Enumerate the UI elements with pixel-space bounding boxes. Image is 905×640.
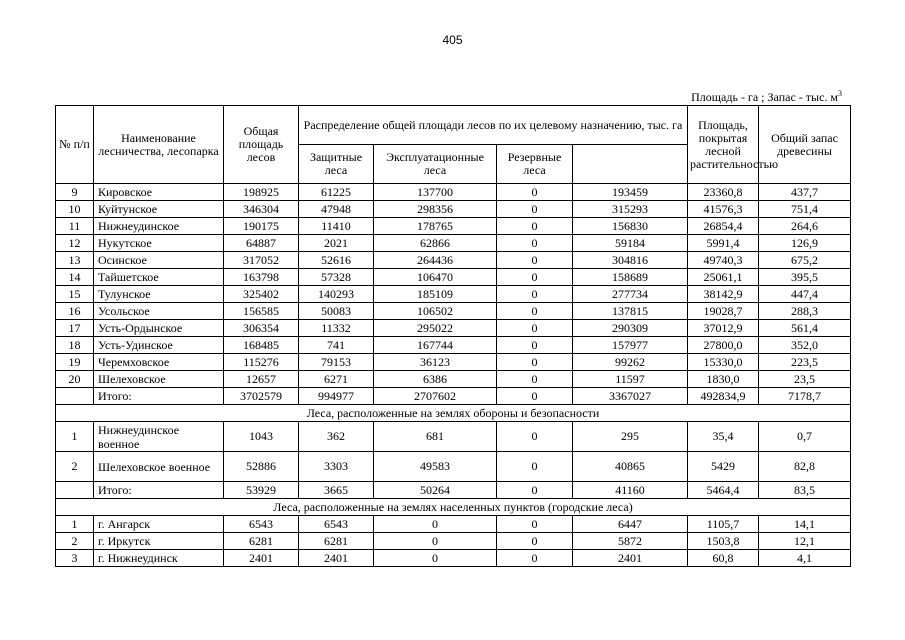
table-row [56,337,851,354]
table-cell: Усть-Ордынское [94,320,224,337]
table-cell: 11410 [299,218,374,235]
table-cell: 106502 [374,303,497,320]
table-cell: 0 [497,252,573,269]
header-distribution: Распределение общей площади лесов по их целевому назначению, тыс. га [299,106,688,145]
table-cell: 0 [497,218,573,235]
table-cell: 106470 [374,269,497,286]
table-cell: 156585 [224,303,299,320]
table-cell: 61225 [299,184,374,201]
table-cell: Шелеховское [94,371,224,388]
table-cell: 3367027 [573,388,688,405]
units-note [691,89,842,105]
table-cell: 40865 [573,452,688,482]
table-cell: 264,6 [759,218,851,235]
table-cell: 1 [56,516,94,533]
table-cell: Осинское [94,252,224,269]
table-cell: 6543 [224,516,299,533]
table-cell: 14,1 [759,516,851,533]
table-cell: 49583 [374,452,497,482]
table-cell: 137815 [573,303,688,320]
table-row [56,184,851,201]
table-cell: 62866 [374,235,497,252]
table-cell: 2401 [224,550,299,567]
table-cell: 41576,3 [688,201,759,218]
table-cell: 12 [56,235,94,252]
table-cell: 50083 [299,303,374,320]
table-cell: 362 [299,422,374,452]
table-cell: 395,5 [759,269,851,286]
table-cell: 0 [497,235,573,252]
table-cell: Усть-Удинское [94,337,224,354]
table-cell: 3303 [299,452,374,482]
table-cell: 0 [497,388,573,405]
table-cell: 2707602 [374,388,497,405]
table-row [56,235,851,252]
table-cell: 277734 [573,286,688,303]
table-cell: 10 [56,201,94,218]
table-body [56,184,851,567]
header-total-area: Общая площадь лесов [224,106,299,184]
table-cell: 25061,1 [688,269,759,286]
table-cell: Тайшетское [94,269,224,286]
table-cell: 23360,8 [688,184,759,201]
table-cell: 0 [497,201,573,218]
table-cell: 0 [497,269,573,286]
table-cell: 0 [497,533,573,550]
table-row [56,286,851,303]
section-row [56,499,851,516]
table-cell: 288,3 [759,303,851,320]
table-row [56,218,851,235]
table-row [56,482,851,499]
table-cell: г. Нижнеудинск [94,550,224,567]
table-cell: 82,8 [759,452,851,482]
table-cell: 168485 [224,337,299,354]
table-cell: 158689 [573,269,688,286]
table-cell: 12657 [224,371,299,388]
table-cell: 163798 [224,269,299,286]
table-cell: 52886 [224,452,299,482]
header-exploitation: Эксплуатационные леса [374,145,497,184]
table-cell: 190175 [224,218,299,235]
table-row [56,550,851,567]
table-cell: 137700 [374,184,497,201]
header-num: № п/п [56,106,94,184]
table-row [56,252,851,269]
table-cell: Усольское [94,303,224,320]
table-cell: 16 [56,303,94,320]
table-cell: 26854,4 [688,218,759,235]
table-cell: 325402 [224,286,299,303]
table-cell: 53929 [224,482,299,499]
table-cell: 83,5 [759,482,851,499]
table-cell: 298356 [374,201,497,218]
table-cell: 0 [497,422,573,452]
table-row [56,354,851,371]
table-cell: 0 [374,550,497,567]
table-cell: Нижнеудинское военное [94,422,224,452]
table-cell: 1105,7 [688,516,759,533]
table-cell: 2401 [299,550,374,567]
table-row [56,422,851,452]
table-cell: 7178,7 [759,388,851,405]
table-cell: Итого: [94,482,224,499]
table-cell: 0 [497,550,573,567]
table-cell: 12,1 [759,533,851,550]
table-cell: 6386 [374,371,497,388]
table-cell: 0 [497,354,573,371]
table-cell: 994977 [299,388,374,405]
table-row [56,371,851,388]
table-cell: 0 [497,452,573,482]
table-cell: 741 [299,337,374,354]
table-cell: 264436 [374,252,497,269]
table-cell: 185109 [374,286,497,303]
table-cell: 2401 [573,550,688,567]
header-reserve: Резервные леса [497,145,573,184]
table-cell: 2 [56,533,94,550]
table-cell: 6281 [299,533,374,550]
table-cell: 3702579 [224,388,299,405]
table-cell: 223,5 [759,354,851,371]
table-cell: 18 [56,337,94,354]
header-name: Наименование лесничества, лесопарка [94,106,224,184]
table-cell: 1043 [224,422,299,452]
table-cell: 295022 [374,320,497,337]
table-cell: 41160 [573,482,688,499]
table-cell: 0,7 [759,422,851,452]
table-cell: 64887 [224,235,299,252]
table-cell: 49740,3 [688,252,759,269]
table-cell: 1 [56,422,94,452]
table-cell: 6281 [224,533,299,550]
table-cell: 1830,0 [688,371,759,388]
table-cell: 115276 [224,354,299,371]
table-cell: 13 [56,252,94,269]
table-cell: 304816 [573,252,688,269]
table-row [56,303,851,320]
table-cell: 295 [573,422,688,452]
table-cell: 11332 [299,320,374,337]
table-cell: 17 [56,320,94,337]
table-row [56,201,851,218]
table-cell: 36123 [374,354,497,371]
table-cell: Нижнеудинское [94,218,224,235]
table-cell: 5464,4 [688,482,759,499]
table-cell: 2021 [299,235,374,252]
table-cell: 19028,7 [688,303,759,320]
table-cell: 4,1 [759,550,851,567]
table-cell: 157977 [573,337,688,354]
table-cell: 6447 [573,516,688,533]
table-row [56,388,851,405]
table-cell: 14 [56,269,94,286]
table-cell: 0 [497,286,573,303]
table-cell: 0 [497,516,573,533]
table-cell: 0 [374,533,497,550]
table-cell: 156830 [573,218,688,235]
table-cell: 0 [374,516,497,533]
table-cell: 6543 [299,516,374,533]
table-cell: 52616 [299,252,374,269]
table-cell: 50264 [374,482,497,499]
table-cell: 5991,4 [688,235,759,252]
table-cell: 79153 [299,354,374,371]
table-cell: 11 [56,218,94,235]
table-cell: 352,0 [759,337,851,354]
forest-table [55,105,851,567]
table-cell: 20 [56,371,94,388]
table-cell: 15330,0 [688,354,759,371]
table-cell: Куйтунское [94,201,224,218]
header-total-stock: Общий запас древесины [759,106,851,184]
table-cell: Тулунское [94,286,224,303]
table-row [56,269,851,286]
section-row [56,405,851,422]
table-cell: 35,4 [688,422,759,452]
table-cell: 27800,0 [688,337,759,354]
section-title: Леса, расположенные на землях населенных пунктов (городские леса) [56,499,851,516]
table-cell: 0 [497,303,573,320]
table-cell: г. Ангарск [94,516,224,533]
table-cell: 57328 [299,269,374,286]
table-cell: 0 [497,371,573,388]
table-cell: 3665 [299,482,374,499]
table-cell: 681 [374,422,497,452]
table-cell: 5429 [688,452,759,482]
table-cell: 346304 [224,201,299,218]
table-cell: 198925 [224,184,299,201]
table-cell: 126,9 [759,235,851,252]
table-cell: 19 [56,354,94,371]
table-cell: 59184 [573,235,688,252]
table-cell: 0 [497,320,573,337]
table-cell: 1503,8 [688,533,759,550]
table-cell: 5872 [573,533,688,550]
table-cell: 2 [56,452,94,482]
units-superscript: 3 [838,89,842,98]
table-cell: 561,4 [759,320,851,337]
table-row [56,533,851,550]
table-cell: 492834,9 [688,388,759,405]
header-protective: Защитные леса [299,145,374,184]
table-cell: Черемховское [94,354,224,371]
table-cell: 290309 [573,320,688,337]
table-cell: 99262 [573,354,688,371]
units-note-text: Площадь - га ; Запас - тыс. м [691,90,838,104]
table-cell: 167744 [374,337,497,354]
table-cell: 447,4 [759,286,851,303]
table-cell: 15 [56,286,94,303]
table-cell: 751,4 [759,201,851,218]
table-cell: 140293 [299,286,374,303]
table-row [56,452,851,482]
table-cell: 60,8 [688,550,759,567]
header-forested-area: Площадь, покрытая лесной растительностью [688,106,759,184]
table-cell: 315293 [573,201,688,218]
table-cell: г. Иркутск [94,533,224,550]
table-row [56,320,851,337]
table-cell: 0 [497,184,573,201]
table-cell: 23,5 [759,371,851,388]
table-cell: 317052 [224,252,299,269]
table-cell: 0 [497,482,573,499]
table-cell [56,482,94,499]
table-cell: Кировское [94,184,224,201]
table-cell: Шелеховское военное [94,452,224,482]
table-cell: 675,2 [759,252,851,269]
table-row [56,516,851,533]
table-cell: 47948 [299,201,374,218]
page-number: 405 [442,33,463,47]
table-cell: Нукутское [94,235,224,252]
table-cell: 6271 [299,371,374,388]
table-cell: 11597 [573,371,688,388]
table-cell: 178765 [374,218,497,235]
table-cell [56,388,94,405]
table-cell: 37012,9 [688,320,759,337]
table-cell: 193459 [573,184,688,201]
table-cell: 38142,9 [688,286,759,303]
table-cell: 0 [497,337,573,354]
table-cell: Итого: [94,388,224,405]
section-title: Леса, расположенные на землях обороны и безопасности [56,405,851,422]
table-cell: 437,7 [759,184,851,201]
table-cell: 9 [56,184,94,201]
table-cell: 306354 [224,320,299,337]
table-cell: 3 [56,550,94,567]
